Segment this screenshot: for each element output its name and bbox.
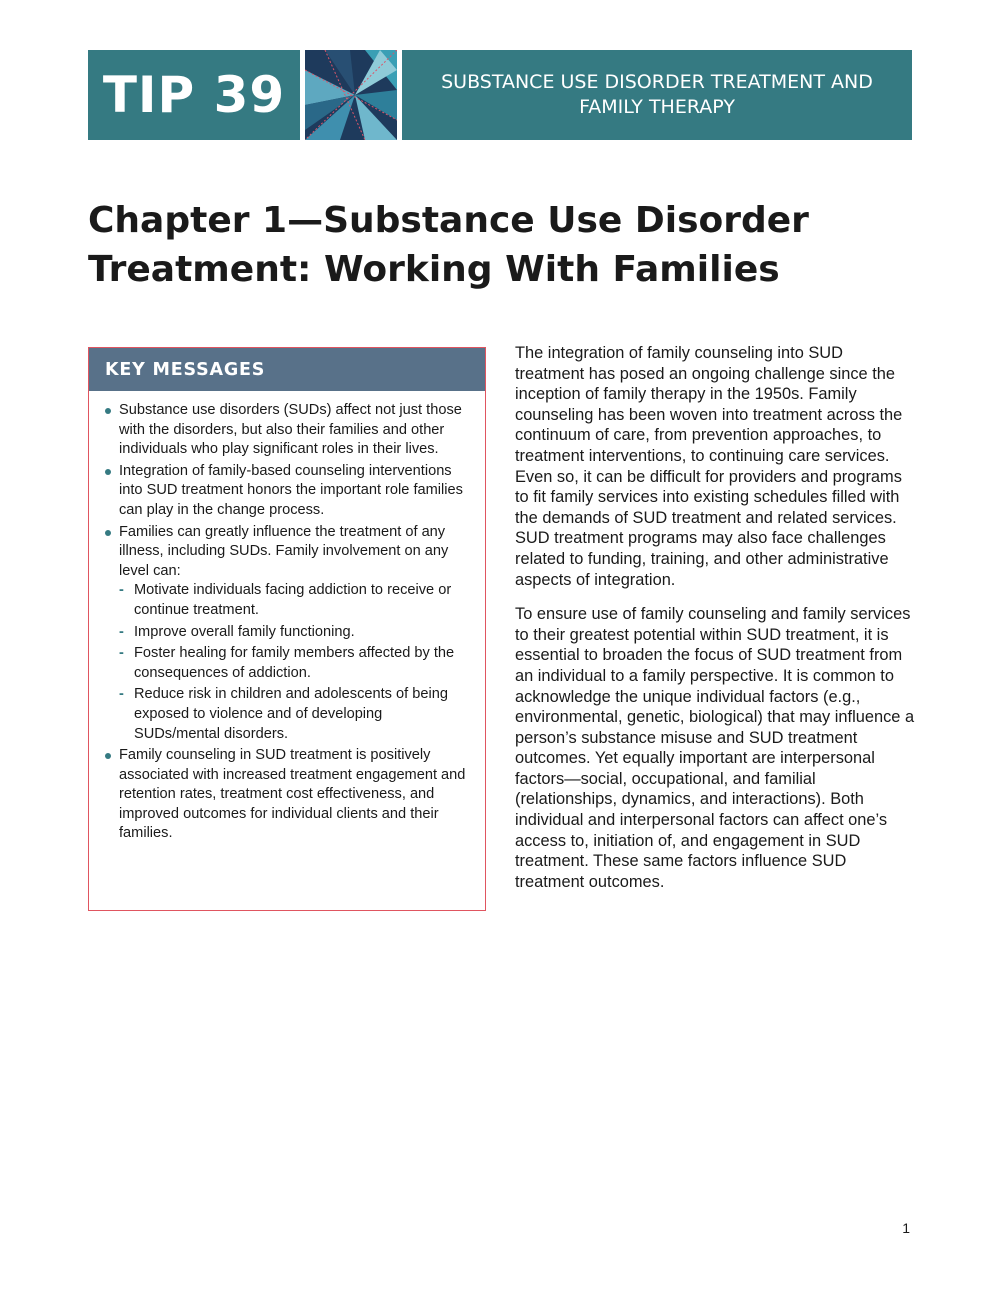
key-message-text: Family counseling in SUD treatment is positively associated with increased treatment engagement and retention rates, treatment cost effectiveness, and improved outcomes for individual clients and their families. — [119, 747, 466, 842]
key-message-subitem-text: Improve overall family functioning. — [134, 623, 355, 640]
body-paragraph: To ensure use of family counseling and family services to their greatest potential within SUD treatment, it is essential to broaden the focus of SUD treatment from an individual to a family perspective. It is common to acknowledge the unique individual factors (e.g., environmental, genetic, biological) that may influence a person’s substance misuse and SUD treatment outcomes. Yet equally important are interpersonal factors—social, occupational, and familial (relationships, dynamics, and interactions). Both individual and interpersonal factors can affect one’s access to, initiation of, and engagement in SUD treatment. These same factors influence SUD treatment outcomes. — [515, 605, 915, 891]
key-message-subitem — [119, 623, 471, 643]
key-messages-heading — [89, 348, 485, 391]
key-message-subitem — [119, 685, 471, 744]
bullet-icon — [105, 530, 111, 536]
series-title-banner — [402, 50, 912, 140]
key-message-item — [105, 462, 471, 521]
key-message-item — [105, 746, 471, 844]
key-messages-heading-text: KEY MESSAGES — [105, 359, 266, 380]
bullet-icon — [105, 753, 111, 759]
dash-icon: - — [119, 645, 124, 662]
key-message-sublist — [119, 581, 471, 744]
key-message-text: Integration of family-based counseling interventions into SUD treatment honors the important role families can play in the change process. — [119, 462, 463, 518]
chapter-title: Chapter 1—Substance Use Disorder Treatment: Working With Families — [88, 200, 809, 290]
series-title: SUBSTANCE USE DISORDER TREATMENT AND FAMILY THERAPY — [441, 71, 873, 118]
key-message-subitem-text: Foster healing for family members affected by the consequences of addiction. — [134, 645, 455, 681]
dash-icon: - — [119, 623, 124, 640]
bullet-icon — [105, 408, 111, 414]
tip-label-banner — [88, 50, 300, 140]
dash-icon: - — [119, 582, 124, 599]
star-burst-icon — [305, 50, 397, 140]
page-number: 1 — [902, 1220, 910, 1236]
key-message-subitem-text: Reduce risk in children and adolescents of being exposed to violence and of developing SUDs/mental disorders. — [134, 686, 448, 742]
key-message-subitem — [119, 581, 471, 620]
key-messages-list — [89, 391, 485, 844]
key-message-text: Families can greatly influence the treatment of any illness, including SUDs. Family involvement on any level can: — [119, 523, 449, 579]
dash-icon: - — [119, 686, 124, 703]
key-message-text: Substance use disorders (SUDs) affect not just those with the disorders, but also their families and other individuals who play significant roles in their lives. — [119, 402, 462, 458]
bullet-icon — [105, 469, 111, 475]
tip-label: TIP 39 — [102, 66, 286, 124]
key-messages-box — [88, 347, 486, 911]
key-message-item — [105, 401, 471, 460]
star-logo-graphic — [305, 50, 397, 140]
body-paragraph: The integration of family counseling into SUD treatment has posed an ongoing challenge since the inception of family therapy in the 1950s. Family counseling has been woven into treatment across the continuum of care, from prevention approaches, to treatment interventions, to continuing care services. Even so, it can be difficult for providers and programs to fit family services into existing schedules filled with the demands of SUD treatment and related services. SUD treatment programs may also face challenges related to funding, training, and other administrative aspects of integration. — [515, 344, 903, 589]
key-message-subitem — [119, 644, 471, 683]
key-message-subitem-text: Motivate individuals facing addiction to receive or continue treatment. — [134, 582, 452, 618]
key-message-item — [105, 523, 471, 745]
body-text-column — [515, 343, 915, 906]
